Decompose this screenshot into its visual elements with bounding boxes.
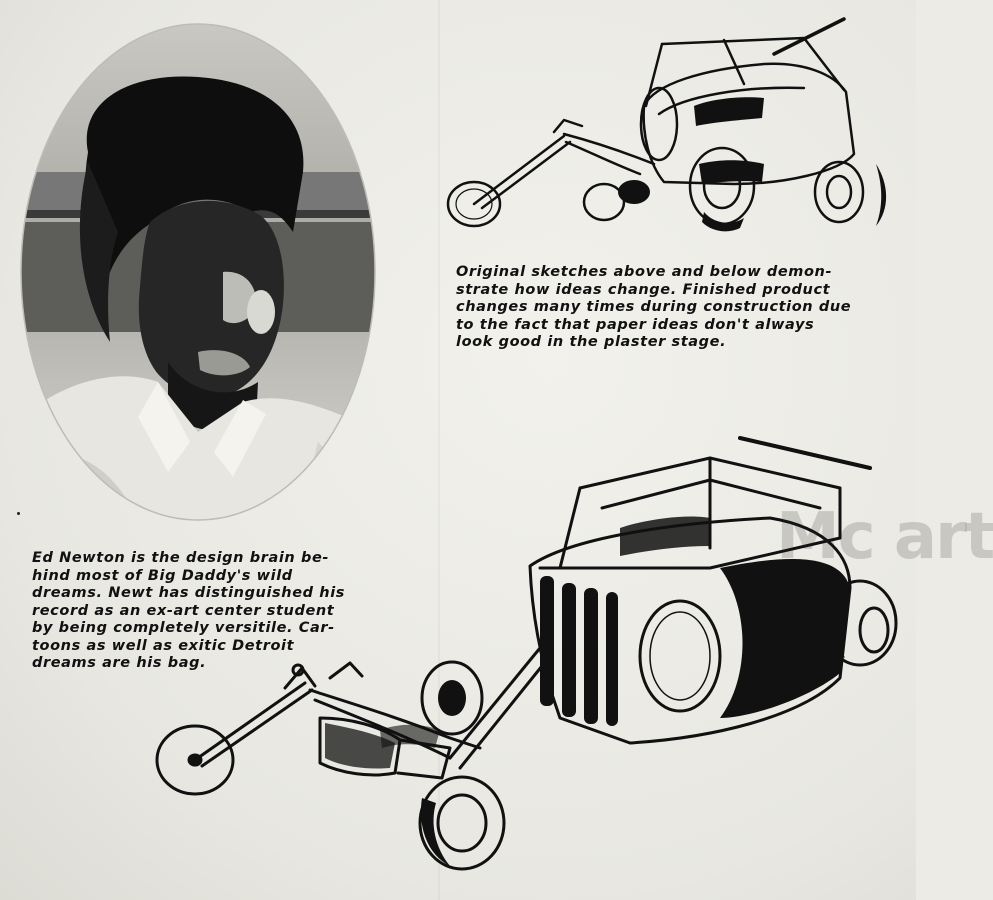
sketches-caption: Original sketches above and below demon- strate how ideas change. Finished product changes many times during construction due to the fact that paper ideas don't always look good in the plaster stage. xyxy=(456,264,852,350)
watermark-text: Mc art xyxy=(776,500,993,574)
sketch-trike-original xyxy=(444,14,896,236)
ed-newton-caption: Ed Newton is the design brain be- hind most of Big Daddy's wild dreams. Newt has distinguished his record as an ex-art center student by being completely versitile. Car- toons as well as exitic Detroit dreams are his bag. xyxy=(32,550,345,671)
